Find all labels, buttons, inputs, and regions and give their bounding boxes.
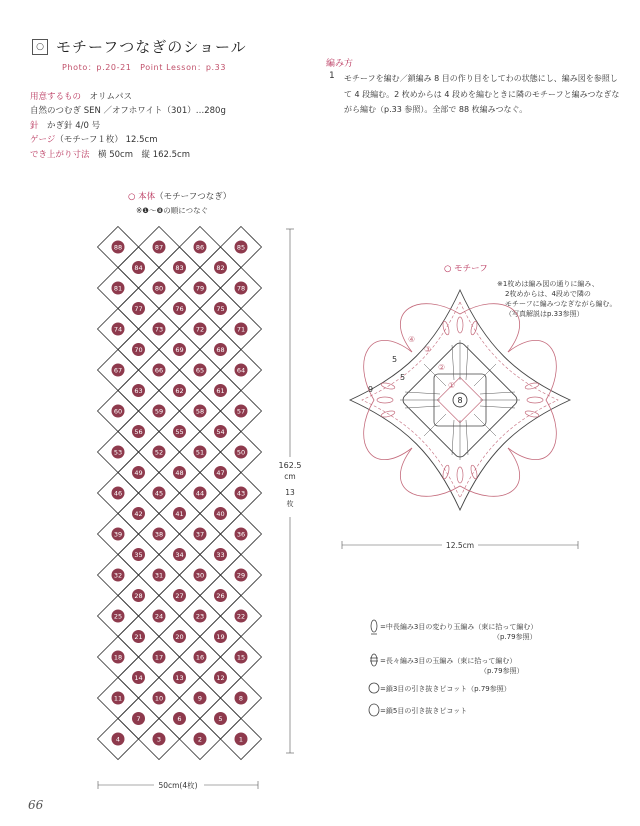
side-label: 5 xyxy=(392,355,398,364)
dtr-cluster-icon xyxy=(368,652,380,672)
motif-number: 67 xyxy=(113,366,123,375)
motif-number: 8 xyxy=(238,694,244,703)
motif-number: 83 xyxy=(175,264,184,273)
motif-number: 63 xyxy=(134,387,143,396)
motif-number: 31 xyxy=(154,571,164,580)
motif-number: 53 xyxy=(113,448,123,457)
motif-number: 73 xyxy=(154,325,164,334)
picot5-icon xyxy=(368,703,380,717)
motif-number: 34 xyxy=(175,551,184,560)
layout-diagram-title: ○ 本体（モチーフつなぎ） xyxy=(128,192,232,202)
motif-center-label: 8 xyxy=(457,396,463,405)
motif-number: 20 xyxy=(175,633,184,642)
motif-number: 87 xyxy=(154,243,164,252)
motif-number: 14 xyxy=(134,674,143,683)
motif-number: 15 xyxy=(236,653,246,662)
motif-number: 78 xyxy=(236,284,246,293)
motif-number: 41 xyxy=(175,510,184,519)
motif-chart xyxy=(330,270,590,560)
motif-number: 86 xyxy=(195,243,205,252)
motif-number: 60 xyxy=(113,407,123,416)
motif-number: 75 xyxy=(216,305,225,314)
motif-number: 79 xyxy=(195,284,205,293)
method-step-number: 1 xyxy=(329,71,335,81)
motif-note: ※1枚めは編み図の通りに編み、 2枚めからは、4段めで隣の モチーフに編みつなぎながら編む。 （写真解説はp.33参照） xyxy=(497,280,617,318)
motif-number: 43 xyxy=(236,489,246,498)
motif-number: 36 xyxy=(236,530,246,539)
side-label: 9 xyxy=(368,385,374,394)
materials-row: でき上がり寸法 横 50cm 縦 162.5cm xyxy=(30,149,190,160)
motif-number: 38 xyxy=(154,530,164,539)
materials-row: 用意するもの オリムパス xyxy=(30,92,133,102)
page-number: 66 xyxy=(28,798,44,812)
motif-number: 76 xyxy=(175,305,184,314)
method-heading: 編み方 xyxy=(326,59,354,69)
motif-number: 5 xyxy=(218,715,223,724)
motif-title: ○ モチーフ xyxy=(444,264,488,274)
motif-number: 12 xyxy=(216,674,225,683)
motif-number: 66 xyxy=(154,366,164,375)
motif-number: 44 xyxy=(195,489,205,498)
motif-number: 21 xyxy=(134,633,143,642)
motif-number: 84 xyxy=(134,264,143,273)
motif-number: 77 xyxy=(134,305,143,314)
motif-number: 68 xyxy=(216,346,225,355)
motif-grid xyxy=(98,227,262,760)
motif-number: 16 xyxy=(195,653,205,662)
motif-number: 71 xyxy=(236,325,246,334)
motif-number: 88 xyxy=(113,243,123,252)
materials-list xyxy=(30,90,226,162)
motif-number: 46 xyxy=(113,489,123,498)
title-box-icon: ○ xyxy=(32,39,48,55)
motif-number: 72 xyxy=(195,325,205,334)
motif-number: 81 xyxy=(113,284,123,293)
page-title: モチーフつなぎのショール xyxy=(56,38,247,56)
motif-number: 59 xyxy=(154,407,164,416)
motif-number: 42 xyxy=(134,510,143,519)
layout-diagram xyxy=(90,225,310,795)
motif-number: 52 xyxy=(154,448,164,457)
motif-number: 22 xyxy=(236,612,246,621)
motif-number: 17 xyxy=(154,653,164,662)
round-label: ① xyxy=(448,381,456,390)
motif-number: 24 xyxy=(154,612,164,621)
motif-number: 11 xyxy=(113,694,123,703)
motif-number: 85 xyxy=(236,243,246,252)
motif-number: 23 xyxy=(195,612,205,621)
motif-number: 65 xyxy=(195,366,205,375)
motif-number: 39 xyxy=(113,530,123,539)
motif-number: 30 xyxy=(195,571,205,580)
motif-number: 4 xyxy=(115,735,121,744)
side-label: 5 xyxy=(400,373,406,382)
round-label: ④ xyxy=(408,335,416,344)
motif-number: 1 xyxy=(238,735,244,744)
materials-row: ゲージ（モチーフ１枚） 12.5cm xyxy=(30,135,158,146)
motif-number: 70 xyxy=(134,346,143,355)
motif-number: 32 xyxy=(113,571,123,580)
motif-number: 56 xyxy=(134,428,143,437)
motif-number: 26 xyxy=(216,592,225,601)
motif-number: 62 xyxy=(175,387,184,396)
motif-number: 48 xyxy=(175,469,184,478)
motif-number: 25 xyxy=(113,612,123,621)
motif-number: 47 xyxy=(216,469,225,478)
materials-row: 自然のつむぎ SEN ／オフホワイト（301）…280g xyxy=(30,106,226,117)
motif-width-label: 12.5cm xyxy=(445,541,475,550)
motif-number: 13 xyxy=(175,674,184,683)
motif-number: 37 xyxy=(195,530,205,539)
height-count: 13 xyxy=(285,488,295,497)
layout-diagram-note: ※❶〜❽の順につなぐ xyxy=(136,206,209,215)
motif-number: 18 xyxy=(113,653,123,662)
width-label: 50cm(4枚) xyxy=(158,781,198,790)
motif-number: 40 xyxy=(216,510,225,519)
motif-number: 54 xyxy=(216,428,225,437)
motif-number: 45 xyxy=(154,489,164,498)
motif-number: 82 xyxy=(216,264,225,273)
motif-number: 28 xyxy=(134,592,143,601)
materials-row: 針 かぎ針 4/0 号 xyxy=(30,120,101,131)
motif-number: 51 xyxy=(195,448,205,457)
motif-number: 57 xyxy=(236,407,246,416)
motif-number: 74 xyxy=(113,325,123,334)
motif-number: 27 xyxy=(175,592,184,601)
motif-number: 55 xyxy=(175,428,184,437)
height-label: 162.5 xyxy=(278,461,302,470)
motif-number: 3 xyxy=(156,735,162,744)
motif-number: 7 xyxy=(136,715,141,724)
round-label: ③ xyxy=(424,345,432,354)
photo-reference: Photo：p.20-21 Point Lesson：p.33 xyxy=(62,63,227,72)
height-count-unit: 枚 xyxy=(286,500,294,508)
motif-number: 19 xyxy=(216,633,225,642)
motif-number: 49 xyxy=(134,469,143,478)
method-step-text: モチーフを編む／鎖編み 8 目の作り目をしてわの状態にし、編み図を参照して 4 段編む。2 枚めからは 4 段めを編むときに隣のモチーフと編みつなぎながら編む（p.33 参照）。全部で 88 枚編みつなぐ。 xyxy=(344,74,620,114)
motif-number: 10 xyxy=(154,694,164,703)
motif-number: 58 xyxy=(195,407,205,416)
motif-number: 80 xyxy=(154,284,164,293)
motif-number: 35 xyxy=(134,551,143,560)
motif-number: 2 xyxy=(197,735,203,744)
motif-number: 9 xyxy=(197,694,203,703)
hdc-cluster-icon xyxy=(368,618,380,638)
motif-number: 50 xyxy=(236,448,246,457)
motif-number: 6 xyxy=(177,715,182,724)
motif-number: 29 xyxy=(236,571,246,580)
motif-number: 64 xyxy=(236,366,246,375)
height-unit: cm xyxy=(284,472,296,481)
motif-number: 69 xyxy=(175,346,184,355)
motif-number: 61 xyxy=(216,387,225,396)
round-label: ② xyxy=(438,363,446,372)
motif-number: 33 xyxy=(216,551,225,560)
picot3-icon xyxy=(368,681,380,695)
